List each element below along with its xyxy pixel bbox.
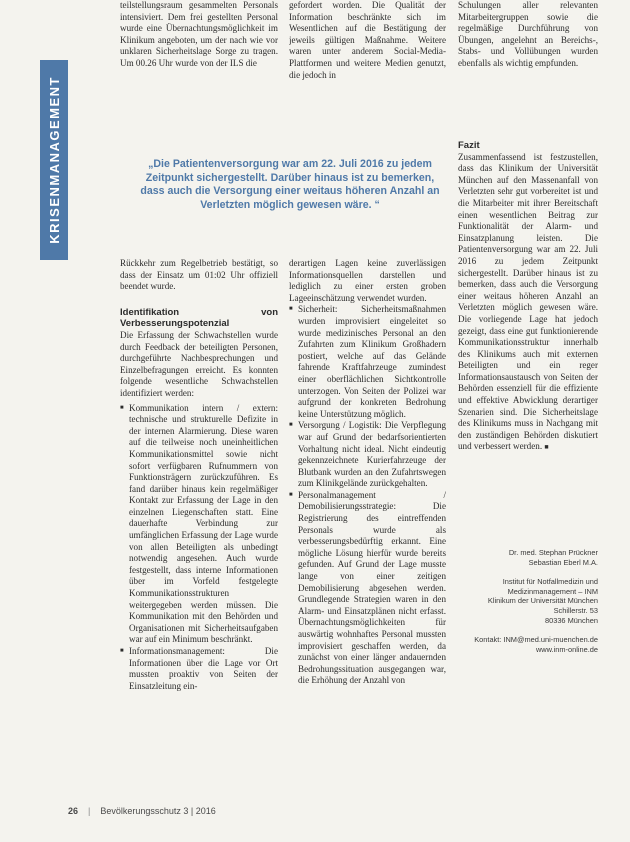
footer-separator: | xyxy=(88,806,91,816)
column-3-paragraph xyxy=(458,152,598,454)
institute-line: Klinikum der Universität München xyxy=(487,596,598,606)
section-heading-improvement: Identifikation von Verbesserungspotenzial xyxy=(120,306,278,330)
list-item: ■ Sicherheit: Sicherheitsmaßnahmen wurden improvisiert eingeleitet so wurde medizinisches Personal an den Zufahrten zum Klinikum Großhadern postiert, welche auf das Gelände fahrende Kraftfahrzeuge zumindest einer oberflächlichen Sichtkontrolle unterzogen. Von Seiten der Polizei war aufgrund der konkreten Bedrohung keine Unterstützung möglich. xyxy=(289,304,446,420)
column-2-bullets xyxy=(289,304,446,687)
top-column-2 xyxy=(289,0,446,128)
column-3 xyxy=(458,140,598,454)
conclusion-text: Zusammenfassend ist festzustellen, dass das Klinikum der Universität München auf den Massenanfall von Verletzten sehr gut vorbereitet ist und die Mitarbeiter mit ihrer Bereitschaft einen wesentlichen Beitrag zur Funktionalität der Alarm- und Einsatzplanung leisten. Die Patientenversorgung war am 22. Juli 2016 zu jedem Zeitpunkt sichergestellt. Darüber hinaus ist zu bemerken, dass auch die Versorgung einer weitaus höheren Anzahl an Verletzten möglich gewesen wäre. Die vorliegende Lage hat jedoch gezeigt, dass eine gut funktionierende Kommunikationsstruktur innerhalb des Klinikums auch mit externen Beteiligten und ein reger Informationsaustausch von Seiten der Behörden essenziell für die effiziente und effektive Abwicklung derartiger Szenarien sind. Die Sicherheitslage des Klinikums muss in Nachgang mit den zuständigen Behörden diskutiert und verbessert werden. xyxy=(458,151,598,452)
column-1-bullets xyxy=(120,403,278,693)
institute-line: Schillerstr. 53 xyxy=(553,605,598,615)
author-block xyxy=(458,548,598,654)
institute-line: 80336 München xyxy=(544,615,598,625)
contact-website: www.inm-online.de xyxy=(535,644,598,654)
column-2-intro: derartigen Lagen keine zuverlässigen Informationsquellen darstellen und lediglich zu einer ersten groben Lageeinschätzung verwendet wurden. xyxy=(289,258,446,303)
publication-name: Bevölkerungsschutz 3 | 2016 xyxy=(100,806,216,816)
list-item: ■ Personalmanagement / Demobilisierungsstrategie: Die Registrierung des eintreffenden Personals wurde als verbesserungsbedürftig erkannt. Eine mögliche Lösung hierfür wurde bereits gefunden. Auf Grund der Lage musste lange von einer zeitigen Demobilisierung abgesehen werden. Grundlegende Strategien waren in den Alarm- und Einsatzplänen nicht erfasst. Übernachtungsmöglichkeiten für auswärtig wohnhaftes Personal mussten improvisiert geschaffen werden, da zunächst von einer länger andauernden Bedrohungssituation ausgegangen war, die Erhöhung der Anzahl von xyxy=(289,490,446,687)
section-label: KRISENMANAGEMENT xyxy=(46,76,62,244)
top-column-1 xyxy=(120,0,278,128)
author-name: Dr. med. Stephan Prückner xyxy=(508,548,598,557)
top-paragraph-3: Schulungen aller relevanten Mitarbeitergruppen sowie die regelmäßige Durchführung von Übungen, angelehnt an Bereichs-, Stabs- und Vollübungen wurden ebenfalls als wichtig empfunden. xyxy=(458,0,598,68)
section-heading-conclusion: Fazit xyxy=(458,140,480,151)
column-1-intro: Rückkehr zum Regelbetrieb bestätigt, so dass der Einsatz um 01:02 Uhr offiziell beendet wurde. xyxy=(120,258,278,292)
top-paragraph-1: teilstellungsraum gesammelten Personals intensiviert. Dem frei gestellten Personal wurde eine Übernachtungsmöglichkeit im Klinikum angeboten, um der nach wie vor unklaren Sicherheitslage Sorge zu tragen. Um 00.26 Uhr wurde von der ILS die xyxy=(120,0,278,68)
list-item: ■ Informationsmanagement: Die Informationen über die Lage vor Ort mussten proaktiv von Seiten der Einsatzleitung ein- xyxy=(120,646,278,692)
institute-line: Medizinmanagement – INM xyxy=(507,586,598,596)
pull-quote: „Die Patientenversorgung war am 22. Juli 2016 zu jedem Zeitpunkt sichergestellt. Darüber hinaus ist zu bemerken, dass auch die Versorgung einer weitaus höheren Anzahl an Verletzten möglich gewesen wäre. “ xyxy=(140,158,440,211)
list-item: ■ Versorgung / Logistik: Die Verpflegung war auf Grund der bedarfsorientierten Vorhaltung nicht ideal. Nicht eindeutig gekennzeichnete Kurierfahrzeuge der Blutbank wurden an den Zufahrtswegen zum Klinikgelände zurückgehalten. xyxy=(289,420,446,490)
page-number: 26 xyxy=(68,806,79,816)
institute-line: Institut für Notfallmedizin und xyxy=(502,577,598,587)
column-1-paragraph: Die Erfassung der Schwachstellen wurde durch Feedback der beteiligten Personen, durchgeführte Nachbesprechungen und Einzelbefragungen erreicht. Es konnten folgende wesentliche Schwachstellen identifiziert werden: xyxy=(120,329,278,398)
end-mark: ■ xyxy=(544,443,549,452)
list-item: ■ Kommunikation intern / extern: technische und strukturelle Defizite in der internen Alarmierung. Diese waren auf die teilweise noch uneinheitlichen Kommunikationsmittel sowie nicht sofort verfügbaren Rufnummern von Funktionsträgern zurückzuführen. Es fand darüber hinaus kein regelmäßiger Kontakt zur Erfassung der Lage in den einzelnen Liegenschaften statt. Eine dauerhafte Verbindung zur umfänglichen Erfassung der Lage wurde von allen Beteiligten als unbedingt notwendig angesehen. Auch wurde festgestellt, dass interne Informationen über im Vorfeld festgelegte Kommunikationsstrukturen weitergegeben werden müssen. Die Kommunikation mit den Behörden und Organisationen mit Sicherheitsaufgaben war auf ein Minimum beschränkt. xyxy=(120,403,278,646)
sidebar xyxy=(40,0,68,842)
section-band xyxy=(40,60,68,260)
top-paragraph-2: gefordert worden. Die Qualität der Information beschränkte sich im Wesentlichen auf die Bestätigung der jeweils gültigen Maßnahme. Weitere waren unter anderem Social-Media-Plattformen und weitere Medien genutzt, die jedoch in xyxy=(289,0,446,80)
top-column-3 xyxy=(458,0,598,70)
column-2 xyxy=(289,258,446,687)
column-1 xyxy=(120,258,278,692)
contact-email: Kontakt: INM@med.uni-muenchen.de xyxy=(474,635,598,645)
page-footer xyxy=(68,806,216,816)
author-name: Sebastian Eberl M.A. xyxy=(528,557,598,567)
